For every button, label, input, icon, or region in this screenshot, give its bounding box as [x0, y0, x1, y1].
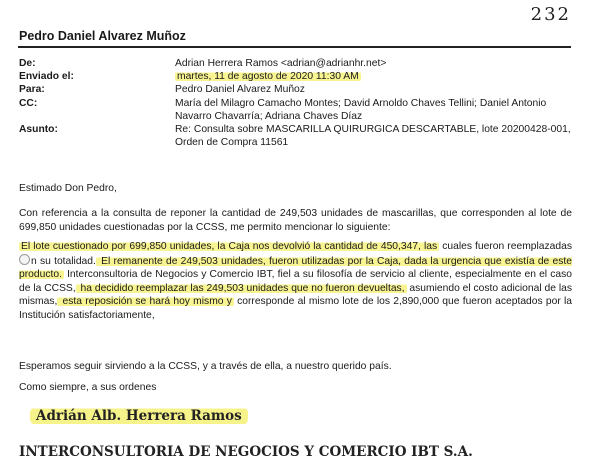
- paragraph-2-segment-1: El lote cuestionado por 699,850 unidades, la Caja nos devolvió la cantidad de 450,347, las: [21, 241, 438, 252]
- header-row-to: [19, 83, 575, 96]
- paragraph-2-segment-2: cuales fueron reemplazadas: [439, 241, 572, 252]
- header-row-subject: [19, 123, 575, 149]
- to-value: Pedro Daniel Alvarez Muñoz: [175, 84, 305, 96]
- paragraph-2-segment-7: asumiendo el costo adicional de las mismas,: [19, 282, 572, 308]
- greeting: Estimado Don Pedro,: [19, 183, 117, 194]
- from-value: Adrian Herrera Ramos <adrian@adrianhr.net>: [175, 58, 387, 69]
- email-headers: [19, 57, 575, 149]
- signature: Adrián Alb. Herrera Ramos: [30, 407, 248, 425]
- header-row-from: [19, 57, 575, 70]
- closing-line-2: Como siempre, a sus ordenes: [19, 382, 157, 393]
- header-row-cc: [19, 97, 575, 123]
- closing-line-1: Esperamos seguir sirviendo a la CCSS, y a través de ella, a nuestro querido país.: [19, 361, 392, 372]
- paragraph-2-segment-5: Interconsultoria de Negocios y Comercio IBT, fiel a su filosofía de servicio al cliente, especialmente en el caso de la CCSS,: [19, 269, 572, 294]
- sent-value: martes, 11 de agosto de 2020 11:30 AM: [177, 71, 359, 83]
- company-name: INTERCONSULTORIA DE NEGOCIOS Y COMERCIO IBT S.A.: [19, 444, 473, 460]
- paragraph-1: Con referencia a la consulta de reponer la cantidad de 249,503 unidades de mascarillas, que corresponden al lote de 699,850 unidades cuestionadas por la CCSS, me permito mencionar lo siguiente:: [19, 208, 572, 233]
- header-divider: [18, 46, 571, 48]
- from-label: De:: [19, 58, 36, 69]
- sender-name: Pedro Daniel Alvarez Muñoz: [19, 29, 186, 43]
- cc-label: CC:: [19, 97, 38, 109]
- subject-label: Asunto:: [19, 124, 58, 136]
- sent-label: Enviado el:: [19, 71, 74, 83]
- paragraph-2: [19, 240, 572, 323]
- paragraph-2-segment-4: El remanente de 249,503 unidades, fueron utilizadas por la Caja, dada la urgencia que existía de este producto.: [19, 255, 572, 281]
- page-number: 232: [530, 4, 571, 25]
- cc-value: María del Milagro Camacho Montes; David Arnoldo Chaves Tellini; Daniel Antonio Navarro Chavarría; Adriana Chaves Díaz: [175, 97, 547, 122]
- header-row-sent: [19, 70, 575, 83]
- paragraph-2-segment-6: ha decidido reemplazar las 249,503 unidades que no fueron devueltas,: [77, 282, 405, 294]
- cursor-circle-icon: [19, 254, 30, 265]
- paragraph-2-segment-8: esta reposición se hará hoy mismo y: [59, 296, 232, 308]
- subject-value: Re: Consulta sobre MASCARILLA QUIRURGICA DESCARTABLE, lote 20200428-001, Orden de Compra 11561: [175, 124, 571, 149]
- paragraph-2-segment-9: corresponde al mismo lote de los 2,890,000 que fueron aceptados por la Institución satisfactoriamente,: [19, 296, 572, 321]
- sent-value-wrap: [175, 70, 575, 83]
- to-label: Para:: [19, 84, 45, 96]
- paragraph-2-segment-3: n su totalidad.: [31, 255, 96, 267]
